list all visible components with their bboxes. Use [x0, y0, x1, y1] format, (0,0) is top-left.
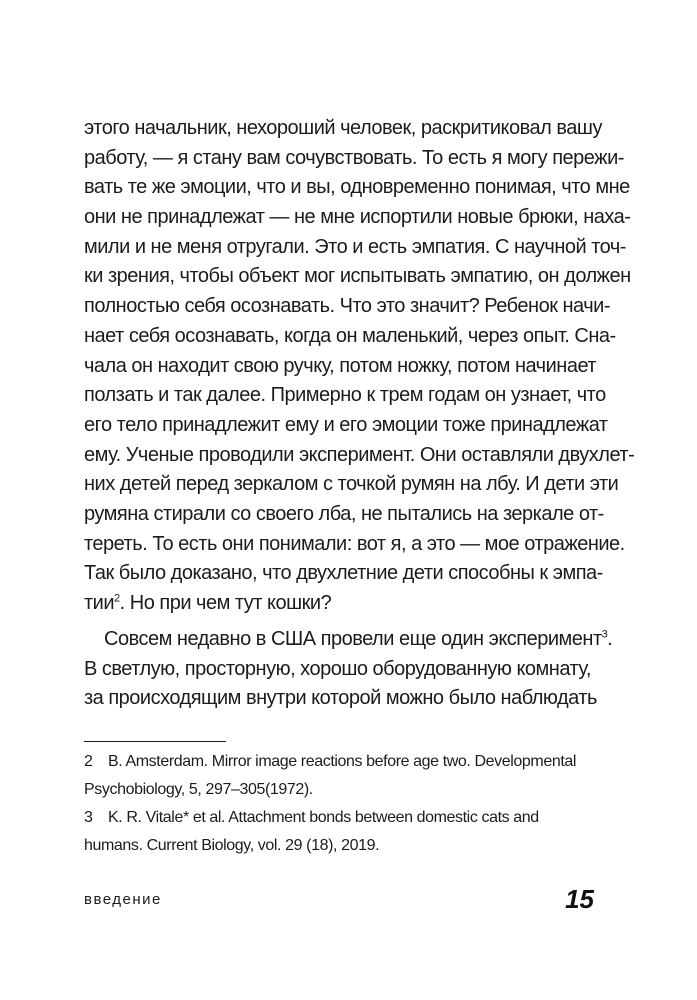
text-line: мили и не меня отругали. Это и есть эмпатия. С научной точ-	[84, 235, 626, 258]
text-line: тереть. То есть они понимали: вот я, а это — мое отражение.	[84, 532, 625, 555]
text-span: . Но при чем тут кошки?	[119, 592, 332, 614]
footnote-2-line-1	[84, 748, 590, 776]
text-span: .	[607, 628, 613, 650]
footnote-text: K. R. Vitale* et al. Attachment bonds between domestic cats and	[108, 809, 539, 826]
text-line: работу, — я стану вам сочувствовать. То есть я могу пережи-	[84, 146, 624, 169]
text-line: ползать и так далее. Примерно к трем годам он узнает, что	[84, 384, 606, 407]
text-line: полностью себя осознавать. Что это значит? Ребенок начи-	[84, 295, 610, 318]
paragraph-2	[84, 625, 613, 714]
text-line: Так было доказано, что двухлетние дети способны к эмпа-	[84, 562, 603, 585]
text-line: чала он находит свою ручку, потом ножку, потом начинает	[84, 354, 597, 377]
footnote-2-line-2: Psychobiology, 5, 297–305(1972).	[84, 781, 313, 798]
running-head: введение	[84, 891, 162, 908]
paragraph-1	[84, 114, 635, 619]
text-line: ки зрения, чтобы объект мог испытывать эмпатию, он должен	[84, 265, 631, 288]
text-line: В светлую, просторную, хорошо оборудованную комнату,	[84, 657, 591, 680]
footnote-3-line-2: humans. Current Biology, vol. 29 (18), 2019.	[84, 837, 380, 854]
footnote-ref-3[interactable]: 3	[601, 628, 608, 641]
footnote-number: 2	[84, 753, 93, 770]
text-line: нает себя осознавать, когда он маленький, через опыт. Сна-	[84, 324, 616, 347]
footnote-ref-2[interactable]: 2	[114, 592, 120, 605]
footnote-separator	[84, 741, 226, 742]
page-number: 15	[565, 884, 594, 914]
text-line: них детей перед зеркалом с точкой румян на лбу. И дети эти	[84, 473, 619, 496]
text-line: его тело принадлежит ему и его эмоции тоже принадлежат	[84, 413, 608, 436]
text-line: они не принадлежат — не мне испортили новые брюки, наха-	[84, 206, 631, 229]
text-line: этого начальник, нехороший человек, раскритиковал вашу	[84, 117, 602, 139]
footnote-3-line-1	[84, 804, 590, 832]
footnote-text: B. Amsterdam. Mirror image reactions before age two. Developmental	[108, 753, 577, 770]
text-line-first	[84, 625, 613, 655]
text-line: вать те же эмоции, что и вы, одновременно понимая, что мне	[84, 176, 630, 199]
text-line-last	[84, 589, 590, 619]
footnotes	[84, 748, 590, 860]
text-line: ему. Ученые проводили эксперимент. Они оставляли двухлет-	[84, 443, 635, 466]
text-span: тии	[84, 592, 115, 614]
text-line: румяна стирали со своего лба, не пытались на зеркале от-	[84, 502, 604, 525]
text-line: за происходящим внутри которой можно было наблюдать	[84, 687, 597, 710]
footnote-number: 3	[84, 809, 93, 826]
text-span: Совсем недавно в США провели еще один эксперимент	[104, 628, 602, 650]
